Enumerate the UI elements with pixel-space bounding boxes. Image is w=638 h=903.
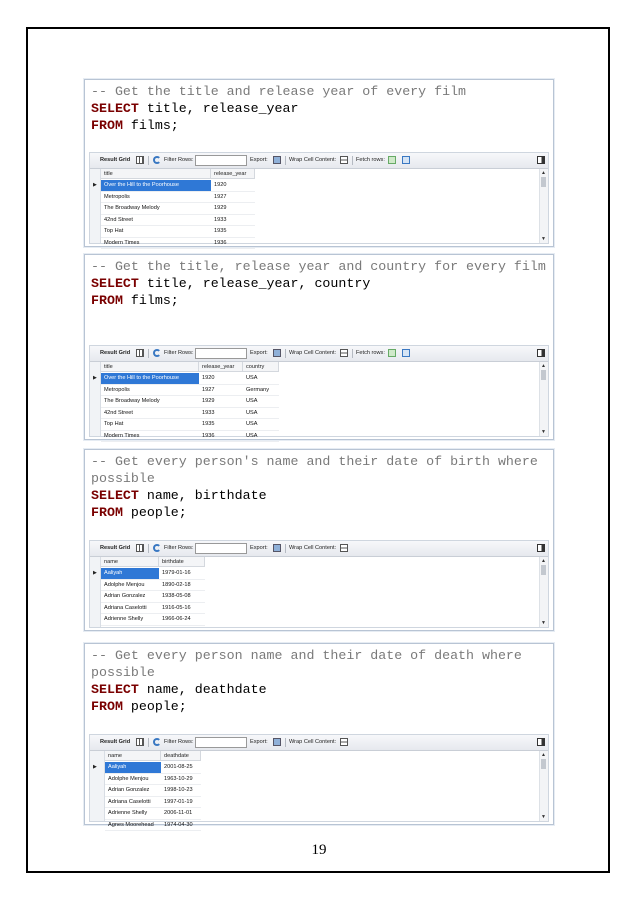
scroll-up-icon[interactable]: ▲ xyxy=(541,558,546,564)
page-number: 19 xyxy=(311,842,327,858)
table-cell[interactable]: 1974-04-30 xyxy=(161,820,201,832)
export-label: Export: xyxy=(250,739,268,745)
export-icon[interactable] xyxy=(273,349,281,357)
vertical-scrollbar[interactable] xyxy=(539,751,548,821)
toolbar-separator xyxy=(352,156,353,165)
wrap-cell-content-label: Wrap Cell Content: xyxy=(289,157,337,163)
sql-select-columns: title, release_year xyxy=(138,101,299,116)
table-cell[interactable]: Metropolis xyxy=(101,385,199,397)
wrap-cell-icon[interactable] xyxy=(340,544,348,552)
current-row-pointer-icon: ▶ xyxy=(93,570,97,576)
table-cell[interactable]: The Broadway Melody xyxy=(101,396,199,408)
table-cell[interactable]: 1979-01-16 xyxy=(159,568,205,580)
sql-keyword-from: FROM xyxy=(91,118,123,133)
table-cell[interactable]: 1933 xyxy=(211,215,255,227)
scroll-thumb[interactable] xyxy=(541,370,546,380)
result-grid-tab[interactable]: Result Grid xyxy=(100,739,131,745)
toolbar-separator xyxy=(285,156,286,165)
table-cell[interactable]: Adolphe Menjou xyxy=(105,774,161,786)
filter-rows-label: Filter Rows: xyxy=(164,157,194,163)
row-gutter xyxy=(90,362,101,436)
refresh-icon[interactable] xyxy=(153,156,161,164)
export-icon[interactable] xyxy=(273,156,281,164)
scroll-up-icon[interactable]: ▲ xyxy=(541,363,546,369)
toggle-panel-icon[interactable] xyxy=(537,349,545,357)
wrap-cell-icon[interactable] xyxy=(340,156,348,164)
grid-view-icon[interactable] xyxy=(136,544,144,552)
toggle-panel-icon[interactable] xyxy=(537,544,545,552)
scroll-thumb[interactable] xyxy=(541,759,546,769)
export-label: Export: xyxy=(250,350,268,356)
grid-view-icon[interactable] xyxy=(136,156,144,164)
result-grid xyxy=(89,152,549,244)
fetch-next-icon[interactable] xyxy=(388,349,396,357)
sql-keyword-select: SELECT xyxy=(91,101,139,116)
table-cell[interactable]: Top Hat xyxy=(101,419,199,431)
table-cell[interactable]: USA xyxy=(243,431,279,443)
sql-keyword-from: FROM xyxy=(91,293,123,308)
table-cell[interactable]: Over the Hill to the Poorhouse xyxy=(101,180,211,192)
table-cell[interactable]: Adrienne Shelly xyxy=(105,808,161,820)
column-header[interactable]: name xyxy=(101,557,159,567)
toolbar-separator xyxy=(285,738,286,747)
sql-keyword-select: SELECT xyxy=(91,276,139,291)
table-cell[interactable]: The Broadway Melody xyxy=(101,203,211,215)
toolbar-separator xyxy=(352,349,353,358)
table-cell[interactable]: 2001-08-25 xyxy=(161,762,201,774)
sql-keyword-from: FROM xyxy=(91,699,123,714)
table-cell[interactable]: USA xyxy=(243,419,279,431)
table-cell[interactable]: 1938-05-08 xyxy=(159,591,205,603)
result-grid xyxy=(89,345,549,437)
result-toolbar xyxy=(90,346,548,362)
row-gutter xyxy=(90,169,101,243)
grid-view-icon[interactable] xyxy=(136,738,144,746)
sql-code xyxy=(91,83,547,134)
table-cell[interactable]: 1929 xyxy=(211,203,255,215)
query-panel xyxy=(84,79,554,247)
result-toolbar xyxy=(90,735,548,751)
result-toolbar xyxy=(90,153,548,169)
table-cell[interactable]: 1935 xyxy=(199,419,243,431)
table-cell[interactable]: 42nd Street xyxy=(101,215,211,227)
refresh-icon[interactable] xyxy=(153,349,161,357)
table-cell[interactable]: 1929 xyxy=(199,396,243,408)
column-header[interactable]: title xyxy=(101,169,211,179)
fetch-next-icon[interactable] xyxy=(388,156,396,164)
refresh-icon[interactable] xyxy=(153,738,161,746)
current-row-pointer-icon: ▶ xyxy=(93,182,97,188)
result-grid-tab[interactable]: Result Grid xyxy=(100,157,131,163)
toggle-panel-icon[interactable] xyxy=(537,156,545,164)
sql-code xyxy=(91,647,547,715)
export-icon[interactable] xyxy=(273,544,281,552)
column-header[interactable]: name xyxy=(105,751,161,761)
export-label: Export: xyxy=(250,545,268,551)
current-row-pointer-icon: ▶ xyxy=(93,375,97,381)
table-cell[interactable]: 1920 xyxy=(199,373,243,385)
table-cell[interactable]: 1933 xyxy=(199,408,243,420)
filter-rows-input[interactable] xyxy=(195,155,247,166)
column-header[interactable]: release_year xyxy=(199,362,243,372)
sql-from-table: people; xyxy=(122,505,187,520)
filter-rows-label: Filter Rows: xyxy=(164,350,194,356)
wrap-cell-icon[interactable] xyxy=(340,738,348,746)
scroll-down-icon[interactable]: ▼ xyxy=(541,236,546,242)
toolbar-separator xyxy=(148,156,149,165)
export-icon[interactable] xyxy=(273,738,281,746)
result-grid xyxy=(89,540,549,628)
table-cell[interactable]: USA xyxy=(243,373,279,385)
fetch-rows-label: Fetch rows: xyxy=(356,157,385,163)
row-gutter xyxy=(90,751,105,821)
table-cell[interactable]: Adriana Caselotti xyxy=(105,797,161,809)
vertical-scrollbar[interactable] xyxy=(539,557,548,627)
filter-rows-input[interactable] xyxy=(195,737,247,748)
row-gutter xyxy=(90,557,101,627)
grid-view-icon[interactable] xyxy=(136,349,144,357)
table-cell[interactable]: Adolphe Menjou xyxy=(101,580,159,592)
current-row-pointer-icon: ▶ xyxy=(93,764,97,770)
sql-from-table: people; xyxy=(122,699,187,714)
column-header[interactable]: title xyxy=(101,362,199,372)
filter-rows-label: Filter Rows: xyxy=(164,545,194,551)
scroll-down-icon[interactable]: ▼ xyxy=(541,620,546,626)
result-grid-tab[interactable]: Result Grid xyxy=(100,545,131,551)
fetch-rows-label: Fetch rows: xyxy=(356,350,385,356)
sql-select-columns: name, deathdate xyxy=(138,682,267,697)
toolbar-separator xyxy=(285,544,286,553)
table-cell[interactable]: 1936 xyxy=(199,431,243,443)
sql-keyword-from: FROM xyxy=(91,505,123,520)
column-header[interactable]: country xyxy=(243,362,279,372)
query-panel xyxy=(84,643,554,828)
table-cell[interactable]: Over the Hill to the Poorhouse xyxy=(101,373,199,385)
table-cell[interactable]: 1890-02-18 xyxy=(159,580,205,592)
table-cell[interactable]: Adrienne Shelly xyxy=(101,614,159,626)
filter-rows-input[interactable] xyxy=(195,348,247,359)
table-cell[interactable]: 42nd Street xyxy=(101,408,199,420)
sql-code xyxy=(91,453,547,521)
table-cell[interactable]: USA xyxy=(243,408,279,420)
sql-keyword-select: SELECT xyxy=(91,488,139,503)
table-cell[interactable]: 2006-11-01 xyxy=(161,808,201,820)
toolbar-separator xyxy=(148,738,149,747)
sql-code xyxy=(91,258,547,309)
table-cell[interactable]: 1935 xyxy=(211,226,255,238)
table-cell[interactable]: 1963-10-29 xyxy=(161,774,201,786)
sql-comment: -- Get every person's name and their date of birth where possible xyxy=(91,454,546,486)
toolbar-separator xyxy=(285,349,286,358)
column-header[interactable]: deathdate xyxy=(161,751,201,761)
fetch-all-icon[interactable] xyxy=(402,349,410,357)
table-cell[interactable]: Adriana Caselotti xyxy=(101,603,159,615)
table-cell[interactable]: 1920 xyxy=(211,180,255,192)
table-cell[interactable]: Germany xyxy=(243,385,279,397)
table-cell[interactable]: 1936 xyxy=(211,238,255,250)
table-cell[interactable]: Adrian Gonzalez xyxy=(105,785,161,797)
table-cell[interactable]: Agnes Moorehead xyxy=(105,820,161,832)
toolbar-separator xyxy=(148,349,149,358)
sql-from-table: films; xyxy=(122,118,179,133)
sql-comment: -- Get the title and release year of every film xyxy=(91,84,467,99)
table-cell[interactable]: 1916-05-16 xyxy=(159,603,205,615)
result-grid xyxy=(89,734,549,828)
result-toolbar xyxy=(90,541,548,557)
sql-comment: -- Get every person name and their date of death where possible xyxy=(91,648,530,680)
scroll-down-icon[interactable]: ▼ xyxy=(541,429,546,435)
table-cell[interactable]: Modern Times xyxy=(101,431,199,443)
toolbar-separator xyxy=(148,544,149,553)
sql-select-columns: name, birthdate xyxy=(138,488,267,503)
refresh-icon[interactable] xyxy=(153,544,161,552)
vertical-scrollbar[interactable] xyxy=(539,169,548,243)
vertical-scrollbar[interactable] xyxy=(539,362,548,436)
sql-from-table: films; xyxy=(122,293,179,308)
table-cell[interactable]: 1927 xyxy=(199,385,243,397)
query-panel xyxy=(84,449,554,631)
scroll-thumb[interactable] xyxy=(541,565,546,575)
query-panel xyxy=(84,254,554,440)
table-cell[interactable]: 1997-01-19 xyxy=(161,797,201,809)
table-cell[interactable]: Modern Times xyxy=(101,238,211,250)
table-cell[interactable]: 1998-10-23 xyxy=(161,785,201,797)
table-cell[interactable]: Adrian Gonzalez xyxy=(101,591,159,603)
wrap-cell-icon[interactable] xyxy=(340,349,348,357)
table-cell[interactable]: USA xyxy=(243,396,279,408)
fetch-all-icon[interactable] xyxy=(402,156,410,164)
filter-rows-label: Filter Rows: xyxy=(164,739,194,745)
table-cell[interactable]: 1927 xyxy=(211,192,255,204)
table-cell[interactable]: Top Hat xyxy=(101,226,211,238)
sql-select-columns: title, release_year, country xyxy=(138,276,371,291)
table-cell[interactable]: Aaliyah xyxy=(101,568,159,580)
wrap-cell-content-label: Wrap Cell Content: xyxy=(289,739,337,745)
table-cell[interactable]: 1966-06-24 xyxy=(159,614,205,626)
toggle-panel-icon[interactable] xyxy=(537,738,545,746)
sql-comment: -- Get the title, release year and country for every film xyxy=(91,259,546,274)
result-grid-tab[interactable]: Result Grid xyxy=(100,350,131,356)
table-cell[interactable]: Aaliyah xyxy=(105,762,161,774)
scroll-up-icon[interactable]: ▲ xyxy=(541,170,546,176)
filter-rows-input[interactable] xyxy=(195,543,247,554)
export-label: Export: xyxy=(250,157,268,163)
sql-keyword-select: SELECT xyxy=(91,682,139,697)
column-header[interactable]: release_year xyxy=(211,169,255,179)
column-header[interactable]: birthdate xyxy=(159,557,205,567)
scroll-thumb[interactable] xyxy=(541,177,546,187)
wrap-cell-content-label: Wrap Cell Content: xyxy=(289,545,337,551)
scroll-up-icon[interactable]: ▲ xyxy=(541,752,546,758)
wrap-cell-content-label: Wrap Cell Content: xyxy=(289,350,337,356)
table-cell[interactable]: Metropolis xyxy=(101,192,211,204)
scroll-down-icon[interactable]: ▼ xyxy=(541,814,546,820)
